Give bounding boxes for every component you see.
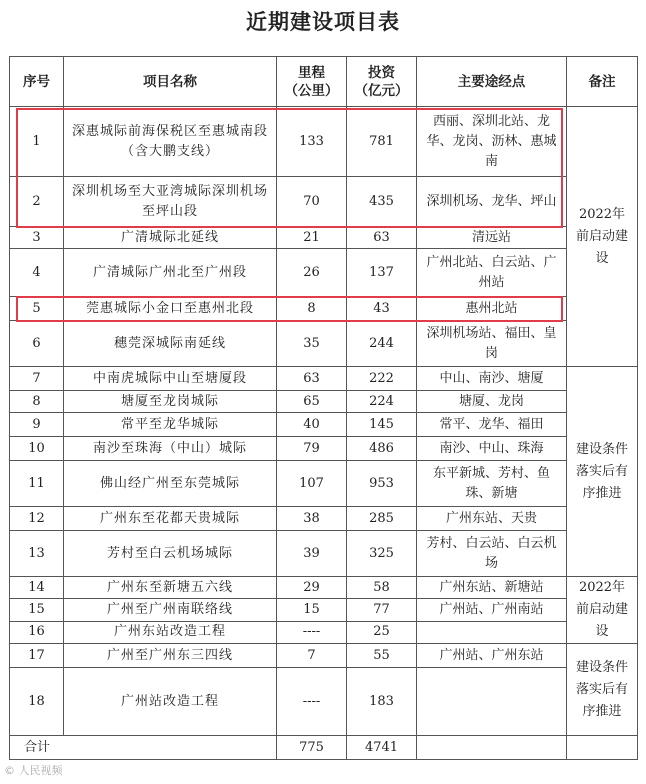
cell-investment: 137: [347, 249, 417, 297]
table-row: [10, 107, 638, 177]
cell-stations: 中山、南沙、塘厦: [417, 367, 567, 391]
table-row: [10, 531, 638, 577]
cell-project-name: 广州站改造工程: [64, 668, 277, 736]
cell-no: 9: [10, 413, 64, 437]
cell-length: ----: [277, 621, 347, 643]
cell-stations: 广州站、广州南站: [417, 599, 567, 621]
cell-no: 5: [10, 297, 64, 321]
cell-note: 2022年前启动建设: [567, 577, 638, 644]
cell-project-name: 广州东至花都天贵城际: [64, 507, 277, 531]
cell-project-name: 常平至龙华城际: [64, 413, 277, 437]
cell-project-name: 广州至广州南联络线: [64, 599, 277, 621]
cell-length: 38: [277, 507, 347, 531]
table-row: [10, 177, 638, 227]
cell-project-name: 广州东至新塘五六线: [64, 577, 277, 599]
cell-investment: 25: [347, 621, 417, 643]
header-name: 项目名称: [64, 57, 277, 107]
cell-stations: 惠州北站: [417, 297, 567, 321]
cell-project-name: 南沙至珠海（中山）城际: [64, 437, 277, 461]
table-row: [10, 577, 638, 599]
cell-investment: 58: [347, 577, 417, 599]
cell-stations: 西丽、深圳北站、龙华、龙岗、沥林、惠城南: [417, 107, 567, 177]
cell-stations: 深圳机场站、福田、皇岗: [417, 321, 567, 367]
cell-stations: [417, 668, 567, 736]
header-length: 里程 （公里）: [277, 57, 347, 107]
table-row: [10, 437, 638, 461]
header-stations: 主要途经点: [417, 57, 567, 107]
cell-project-name: 广清城际北延线: [64, 227, 277, 249]
watermark: © 人民视频: [4, 764, 63, 777]
cell-note: 建设条件落实后有序推进: [567, 644, 638, 736]
cell-stations: 清远站: [417, 227, 567, 249]
table-row: [10, 413, 638, 437]
cell-investment: 486: [347, 437, 417, 461]
cell-investment: 435: [347, 177, 417, 227]
cell-investment: 224: [347, 391, 417, 413]
total-stations-empty: [417, 736, 567, 760]
cell-project-name: 广清城际广州北至广州段: [64, 249, 277, 297]
total-row: [10, 736, 638, 760]
cell-stations: 芳村、白云站、白云机场: [417, 531, 567, 577]
table-row: [10, 644, 638, 668]
cell-no: 3: [10, 227, 64, 249]
cell-no: 10: [10, 437, 64, 461]
total-investment: 4741: [347, 736, 417, 760]
cell-length: 21: [277, 227, 347, 249]
cell-no: 12: [10, 507, 64, 531]
total-length: 775: [277, 736, 347, 760]
cell-investment: 77: [347, 599, 417, 621]
cell-length: 39: [277, 531, 347, 577]
page-title: 近期建设项目表: [246, 10, 400, 34]
cell-project-name: 塘厦至龙岗城际: [64, 391, 277, 413]
cell-length: 26: [277, 249, 347, 297]
cell-investment: 43: [347, 297, 417, 321]
cell-no: 2: [10, 177, 64, 227]
cell-stations: 广州东站、新塘站: [417, 577, 567, 599]
cell-investment: 222: [347, 367, 417, 391]
cell-stations: 广州东站、天贵: [417, 507, 567, 531]
cell-investment: 244: [347, 321, 417, 367]
cell-length: 8: [277, 297, 347, 321]
cell-investment: 55: [347, 644, 417, 668]
table-row: [10, 461, 638, 507]
cell-project-name: 深惠城际前海保税区至惠城南段（含大鹏支线）: [64, 107, 277, 177]
table-row: [10, 227, 638, 249]
cell-project-name: 深圳机场至大亚湾城际深圳机场至坪山段: [64, 177, 277, 227]
cell-length: 107: [277, 461, 347, 507]
cell-investment: 781: [347, 107, 417, 177]
cell-no: 13: [10, 531, 64, 577]
cell-stations: 东平新城、芳村、鱼珠、新塘: [417, 461, 567, 507]
table-row: [10, 249, 638, 297]
cell-stations: 塘厦、龙岗: [417, 391, 567, 413]
cell-no: 8: [10, 391, 64, 413]
cell-length: 79: [277, 437, 347, 461]
table-row: [10, 599, 638, 621]
project-table: [9, 56, 638, 760]
cell-project-name: 芳村至白云机场城际: [64, 531, 277, 577]
table-row: [10, 367, 638, 391]
header-no: 序号: [10, 57, 64, 107]
cell-length: 40: [277, 413, 347, 437]
cell-note: 2022年前启动建设: [567, 107, 638, 367]
cell-investment: 63: [347, 227, 417, 249]
cell-project-name: 广州至广州东三四线: [64, 644, 277, 668]
table-row: [10, 321, 638, 367]
cell-investment: 953: [347, 461, 417, 507]
table-row: [10, 391, 638, 413]
cell-stations: [417, 621, 567, 643]
cell-stations: 深圳机场、龙华、坪山: [417, 177, 567, 227]
cell-length: 7: [277, 644, 347, 668]
cell-project-name: 穗莞深城际南延线: [64, 321, 277, 367]
header-invest: 投资 （亿元）: [347, 57, 417, 107]
cell-stations: 南沙、中山、珠海: [417, 437, 567, 461]
header-row: [10, 57, 638, 107]
total-note-empty: [567, 736, 638, 760]
cell-project-name: 广州东站改造工程: [64, 621, 277, 643]
cell-length: 133: [277, 107, 347, 177]
cell-investment: 183: [347, 668, 417, 736]
cell-no: 15: [10, 599, 64, 621]
cell-project-name: 莞惠城际小金口至惠州北段: [64, 297, 277, 321]
cell-no: 11: [10, 461, 64, 507]
table-row: [10, 507, 638, 531]
cell-stations: 广州北站、白云站、广州站: [417, 249, 567, 297]
cell-length: 15: [277, 599, 347, 621]
cell-no: 18: [10, 668, 64, 736]
cell-length: 29: [277, 577, 347, 599]
cell-no: 4: [10, 249, 64, 297]
cell-length: 35: [277, 321, 347, 367]
header-note: 备注: [567, 57, 638, 107]
cell-no: 14: [10, 577, 64, 599]
cell-no: 17: [10, 644, 64, 668]
cell-length: 65: [277, 391, 347, 413]
cell-stations: 广州站、广州东站: [417, 644, 567, 668]
cell-no: 7: [10, 367, 64, 391]
table-row: [10, 297, 638, 321]
cell-length: 70: [277, 177, 347, 227]
cell-investment: 285: [347, 507, 417, 531]
cell-no: 16: [10, 621, 64, 643]
cell-investment: 145: [347, 413, 417, 437]
cell-note: 建设条件落实后有序推进: [567, 367, 638, 577]
cell-project-name: 中南虎城际中山至塘厦段: [64, 367, 277, 391]
total-label: 合计: [10, 736, 277, 760]
cell-length: ----: [277, 668, 347, 736]
cell-stations: 常平、龙华、福田: [417, 413, 567, 437]
cell-investment: 325: [347, 531, 417, 577]
table-row: [10, 668, 638, 736]
table-row: [10, 621, 638, 643]
cell-project-name: 佛山经广州至东莞城际: [64, 461, 277, 507]
cell-no: 6: [10, 321, 64, 367]
cell-length: 63: [277, 367, 347, 391]
cell-no: 1: [10, 107, 64, 177]
